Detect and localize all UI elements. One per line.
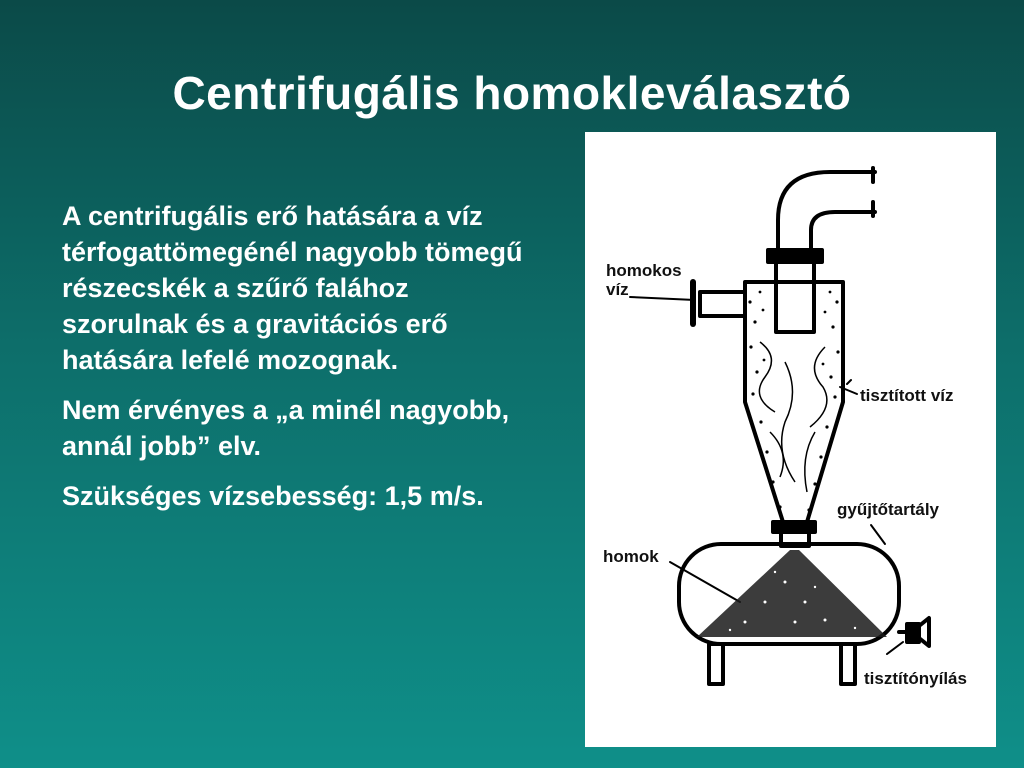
label-clean-water: tisztított víz <box>860 386 954 405</box>
cleaning-leader <box>887 642 903 654</box>
inlet-leader <box>630 297 695 300</box>
label-sand: homok <box>603 547 659 566</box>
cyclone-body <box>745 282 843 522</box>
inlet-pipe <box>700 292 745 316</box>
paragraph-3: Szükséges vízsebesség: 1,5 m/s. <box>62 481 484 511</box>
tank-leg-right <box>841 644 855 684</box>
vortex-finder <box>776 262 814 332</box>
clean-water-leader <box>847 380 851 384</box>
body-text <box>62 198 542 528</box>
outlet-pipe-inner <box>811 212 875 254</box>
paragraph-2: Nem érvényes a „a minél nagyobb, annál jobb” elv. <box>62 395 510 461</box>
collector-leader <box>871 525 885 544</box>
label-inlet-water: víz <box>606 280 629 299</box>
slide-title: Centrifugális homokleválasztó <box>172 67 852 119</box>
label-inlet: homokos <box>606 261 682 280</box>
tank-leg-left <box>709 644 723 684</box>
paragraph-1: A centrifugális erő hatására a víz térfogattömegénél nagyobb tömegű részecskék a szűrő falához szorulnak és a gravitációs erő hatására lefelé mozognak. <box>62 201 523 375</box>
vortex-swirls <box>759 342 827 492</box>
hydrocyclone-diagram <box>585 132 996 747</box>
label-cleaning-opening: tisztítónyílás <box>864 669 967 688</box>
label-collector: gyűjtőtartály <box>837 500 940 519</box>
diagram-drawing <box>585 132 996 747</box>
